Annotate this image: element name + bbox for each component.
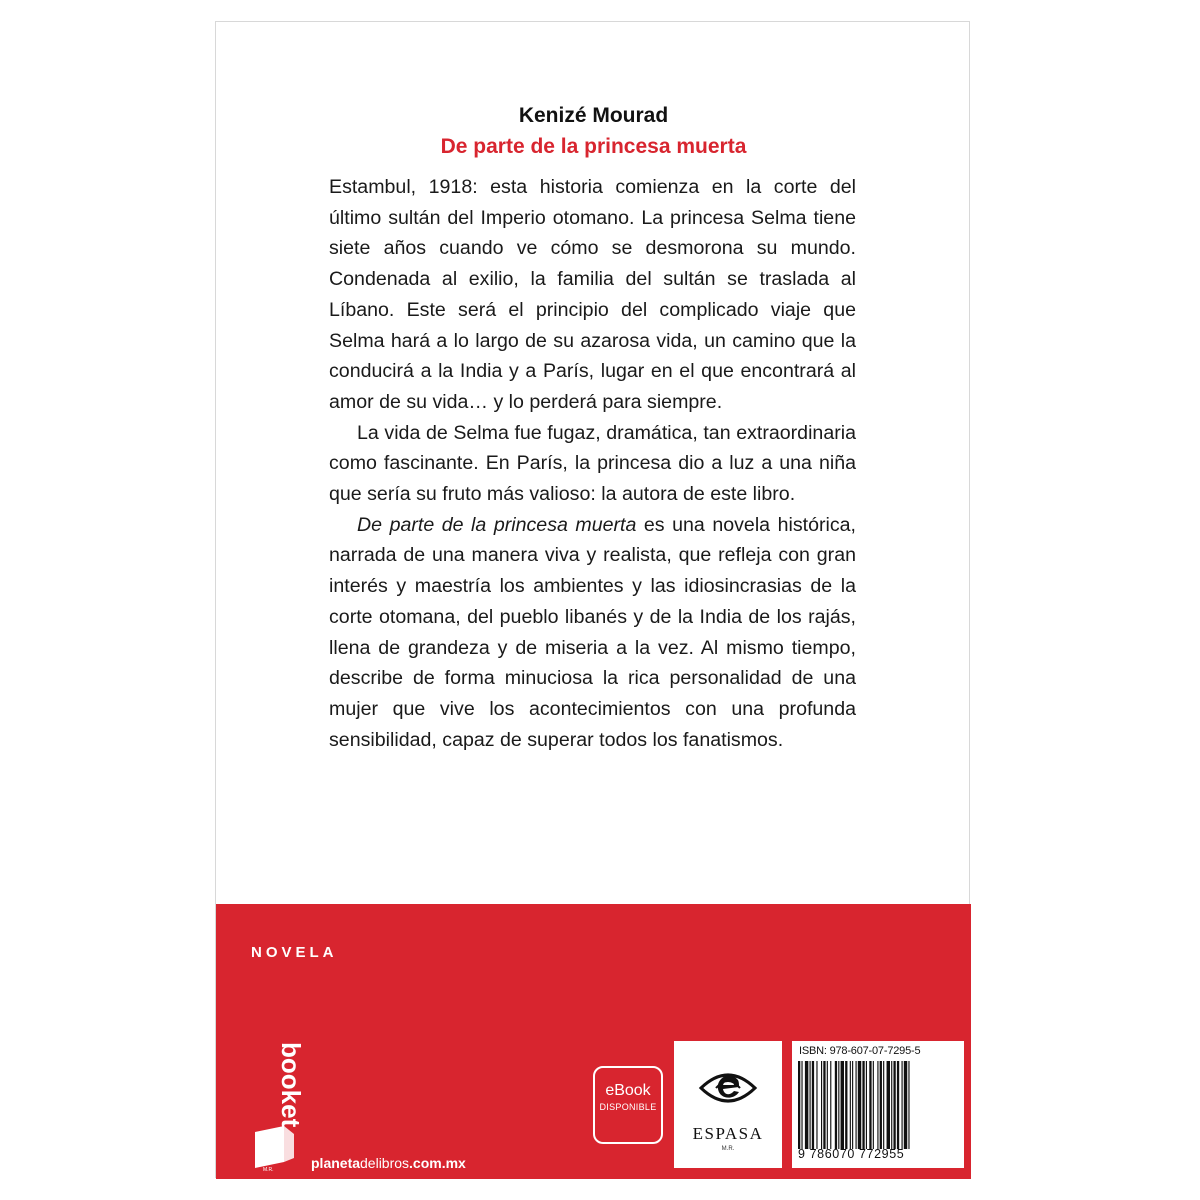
ebook-label: eBook bbox=[605, 1082, 651, 1099]
publisher-website[interactable] bbox=[311, 1155, 466, 1171]
booket-trademark: M.R. bbox=[263, 1167, 274, 1173]
espasa-emblem bbox=[698, 1058, 758, 1118]
barcode-box bbox=[792, 1041, 964, 1168]
blurb-paragraph-3 bbox=[329, 510, 856, 756]
imprint-name: ESPASA bbox=[692, 1124, 764, 1143]
booket-logo-text: booket bbox=[276, 1042, 306, 1128]
book-back-cover bbox=[215, 21, 970, 1178]
blurb-paragraph-2: La vida de Selma fue fugaz, dramática, tan extraordinaria como fascinante. En París, la princesa dio a luz a una niña que sería su fruto más valioso: la autora de este libro. bbox=[329, 421, 856, 506]
blurb bbox=[329, 172, 856, 755]
website-part-3: .com.mx bbox=[409, 1155, 466, 1171]
barcode-icon bbox=[798, 1061, 958, 1149]
booket-logo bbox=[250, 1040, 306, 1173]
website-part-1: planeta bbox=[311, 1155, 361, 1171]
isbn: ISBN: 978-607-07-7295-5 bbox=[799, 1045, 921, 1057]
website-part-2: delibros bbox=[360, 1155, 410, 1171]
barcode-digits: 9 786070 772955 bbox=[798, 1147, 905, 1161]
imprint-trademark: M.R. bbox=[721, 1146, 735, 1152]
blurb-title-reference: De parte de la princesa muerta bbox=[357, 513, 637, 536]
ebook-badge bbox=[593, 1066, 663, 1144]
blurb-paragraph-1: Estambul, 1918: esta historia comienza en la corte del último sultán del Imperio otomano. La princesa Selma tiene siete años cuando ve cómo se desmorona su mundo. Condenada al exilio, la familia del sultán se traslada al Líbano. Este será el principio del complicado viaje que Selma hará a lo largo de su azarosa vida, un camino que la conducirá a la India y a París, lugar en el que encontrará al amor de su vida… y lo perderá para siempre. bbox=[329, 176, 856, 413]
book-title: De parte de la princesa muerta bbox=[440, 135, 747, 158]
author-name: Kenizé Mourad bbox=[518, 104, 669, 127]
genre-label: NOVELA bbox=[251, 944, 338, 961]
espasa-logo-box bbox=[674, 1041, 782, 1168]
ebook-availability: DISPONIBLE bbox=[599, 1102, 657, 1112]
footer-band bbox=[216, 904, 971, 1179]
blurb-paragraph-3-text: es una novela histórica, narrada de una manera viva y realista, que refleja con gran interés y maestría los ambientes y las idiosincrasias de la corte otomana, del pueblo libanés y de la India de los rajás, llena de grandeza y de miseria a la vez. Al mismo tiempo, describe de forma minuciosa la rica personalidad de una mujer que vive los acontecimientos con una profunda sensibilidad, capaz de superar todos los fanatismos. bbox=[329, 513, 856, 751]
